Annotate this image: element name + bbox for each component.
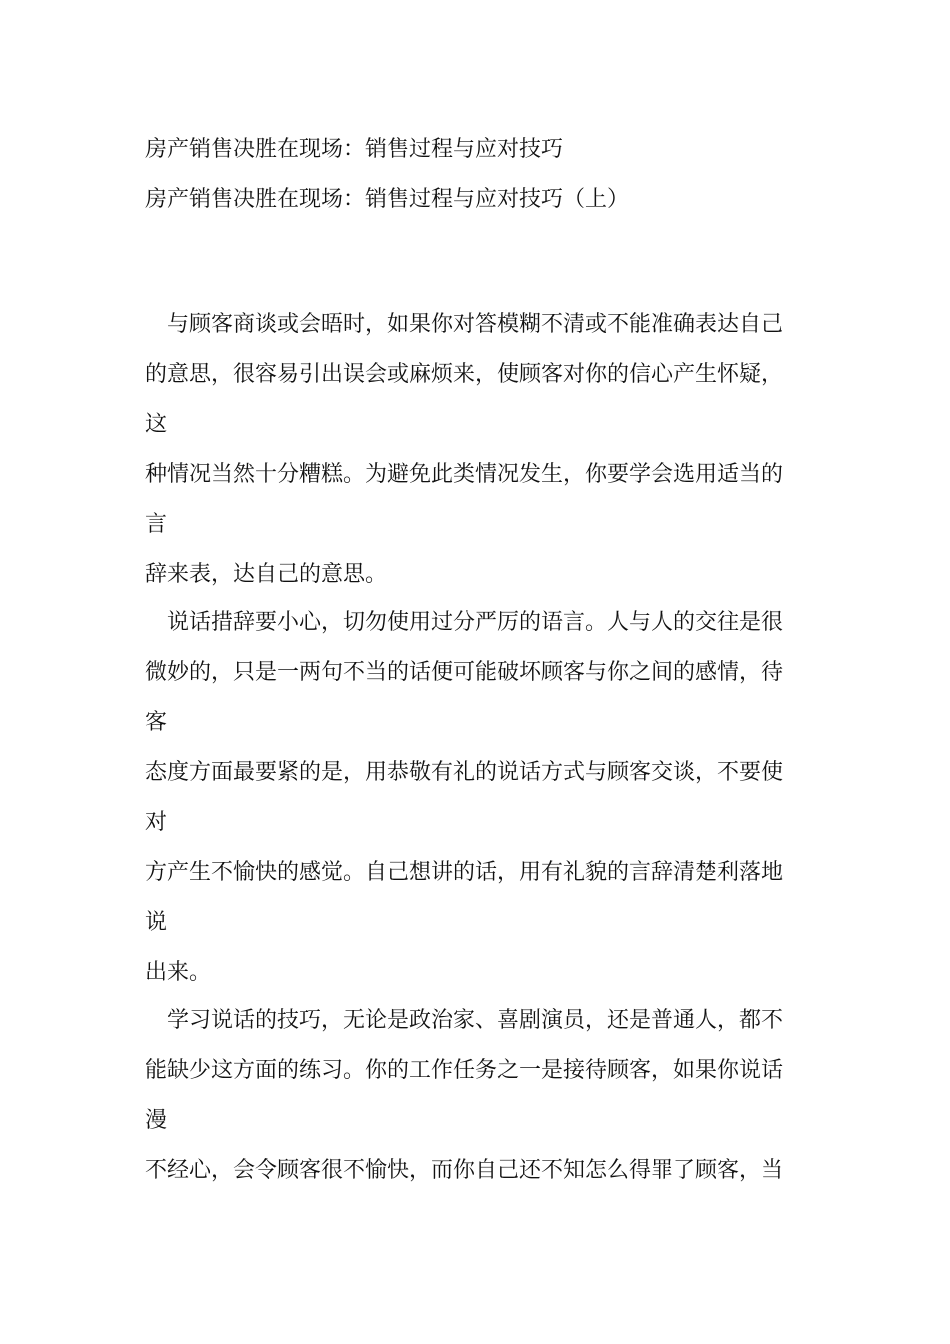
paragraph-2-line-3: 客: [145, 710, 168, 735]
paragraph-1-line-3: 这: [145, 412, 168, 437]
paragraph-3-line-2: 能缺少这方面的练习。你的工作任务之一是接待顾客，如果你说话: [145, 1058, 784, 1083]
paragraph-1-line-6: 辞来表，达自己的意思。: [145, 562, 388, 587]
paragraph-1-line-2: 的意思，很容易引出误会或麻烦来，使顾客对你的信心产生怀疑，: [145, 362, 784, 387]
paragraph-1-line-5: 言: [145, 512, 168, 537]
paragraph-2-line-7: 说: [145, 910, 168, 935]
paragraph-2-line-1: 说话措辞要小心，切勿使用过分严厉的语言。人与人的交往是很: [167, 610, 784, 635]
paragraph-3-line-1: 学习说话的技巧，无论是政治家、喜剧演员，还是普通人，都不: [167, 1008, 784, 1033]
paragraph-2-line-5: 对: [145, 810, 168, 835]
document-title: 房产销售决胜在现场：销售过程与应对技巧: [145, 137, 564, 162]
paragraph-1-line-4: 种情况当然十分糟糕。为避免此类情况发生，你要学会选用适当的: [145, 462, 784, 487]
paragraph-2-line-6: 方产生不愉快的感觉。自己想讲的话，用有礼貌的言辞清楚利落地: [145, 860, 784, 885]
paragraph-2-line-2: 微妙的，只是一两句不当的话便可能破坏顾客与你之间的感情，待: [145, 660, 784, 685]
document-subtitle: 房产销售决胜在现场：销售过程与应对技巧（上）: [145, 187, 630, 212]
paragraph-3-line-4: 不经心，会令顾客很不愉快，而你自己还不知怎么得罪了顾客，当: [145, 1158, 784, 1183]
paragraph-2-line-8: 出来。: [145, 960, 212, 985]
paragraph-1-line-1: 与顾客商谈或会晤时，如果你对答模糊不清或不能准确表达自己: [167, 312, 784, 337]
paragraph-2-line-4: 态度方面最要紧的是，用恭敬有礼的说话方式与顾客交谈，不要使: [145, 760, 784, 785]
paragraph-3-line-3: 漫: [145, 1108, 168, 1133]
